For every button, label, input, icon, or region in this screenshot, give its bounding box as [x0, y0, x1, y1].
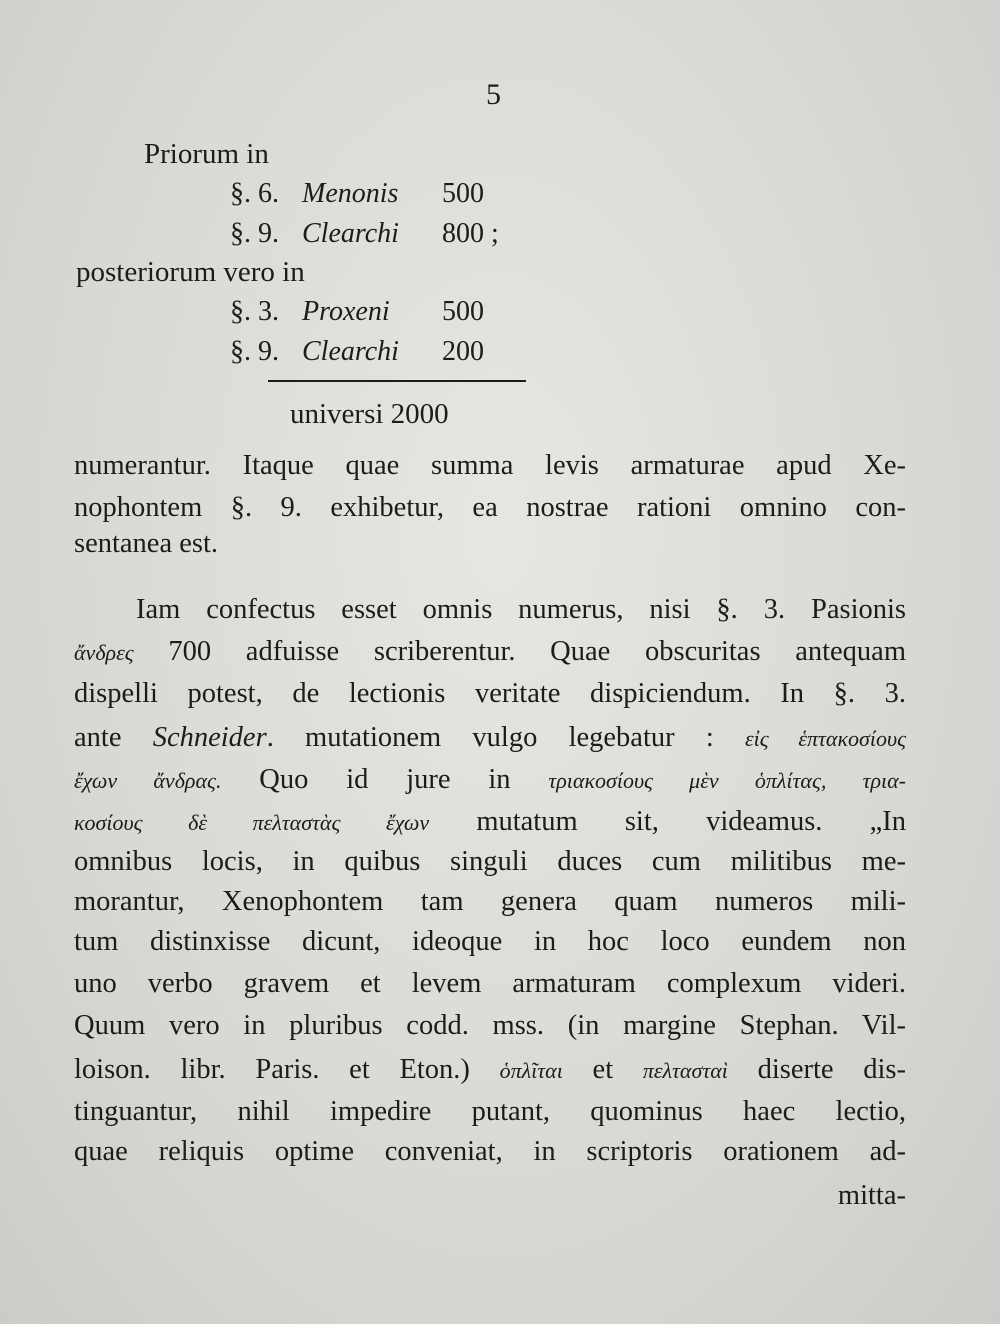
greek-text: ὁπλῖται — [499, 1058, 563, 1083]
text-line: ἄνδρες 700 adfuisse scriberentur. Quae obscuritas antequam — [74, 636, 906, 667]
greek-text: πελτασταὶ — [642, 1058, 728, 1083]
section-ref: §. 6. — [230, 178, 279, 209]
troop-count: 500 — [442, 178, 484, 209]
troop-count: 500 — [442, 296, 484, 327]
text-line: morantur, Xenophontem tam genera quam numeros mili- — [74, 886, 906, 917]
greek-text: ἔχων ἄνδρας. — [74, 768, 222, 793]
sum-rule — [268, 380, 526, 382]
text-line: nophontem §. 9. exhibetur, ea nostrae rationi omnino con- — [74, 492, 906, 523]
greek-text: εἰς ἑπτακοσίους — [745, 726, 906, 751]
greek-text: κοσίους δὲ πελταστὰς ἔχων — [74, 810, 430, 835]
commander-name: Proxeni — [302, 296, 390, 327]
priorum-heading: Priorum in — [144, 138, 269, 170]
greek-text: ἄνδρες — [74, 640, 134, 665]
text-line: ἔχων ἄνδρας. Quo id jure in τριακοσίους μὲν ὁπλίτας, τρια- — [74, 764, 906, 795]
text-line: quae reliquis optime conveniat, in scriptoris orationem ad- — [74, 1136, 906, 1167]
commander-name: Clearchi — [302, 218, 399, 249]
troop-count: 200 — [442, 336, 484, 367]
text-line: Quum vero in pluribus codd. mss. (in margine Stephan. Vil- — [74, 1010, 906, 1041]
greek-text: τριακοσίους μὲν ὁπλίτας, τρια- — [548, 768, 906, 793]
text-line: Iam confectus esset omnis numerus, nisi §. 3. Pasionis — [136, 594, 906, 625]
text-line: ante Schneider. mutationem vulgo legebatur : εἰς ἑπτακοσίους — [74, 722, 906, 753]
text-line: omnibus locis, in quibus singuli duces cum militibus me- — [74, 846, 906, 877]
posteriorum-row — [230, 298, 484, 326]
text-line: mitta- — [837, 1180, 906, 1211]
text-line: uno verbo gravem et levem armaturam complexum videri. — [74, 968, 906, 999]
text-line: tinguantur, nihil impedire putant, quominus haec lectio, — [74, 1096, 906, 1127]
section-ref: §. 9. — [230, 218, 279, 249]
text-line: dispelli potest, de lectionis veritate dispiciendum. In §. 3. — [74, 678, 906, 709]
commander-name: Menonis — [302, 178, 399, 209]
text-line: κοσίους δὲ πελταστὰς ἔχων mutatum sit, videamus. „In — [74, 806, 906, 837]
text-line: tum distinxisse dicunt, ideoque in hoc loco eundem non — [74, 926, 906, 957]
text-line: sentanea est. — [74, 528, 219, 559]
text-line: loison. libr. Paris. et Eton.) ὁπλῖται et πελτασταὶ diserte dis- — [74, 1054, 906, 1085]
posteriorum-row — [230, 338, 484, 366]
posteriorum-heading: posteriorum vero in — [76, 256, 305, 288]
priorum-row — [230, 220, 499, 248]
page-number: 5 — [486, 78, 501, 111]
commander-name: Clearchi — [302, 336, 399, 367]
priorum-row — [230, 180, 484, 208]
author-name: Schneider — [152, 722, 267, 753]
section-ref: §. 3. — [230, 296, 279, 327]
troop-count: 800 ; — [442, 218, 499, 249]
section-ref: §. 9. — [230, 336, 279, 367]
text-line: numerantur. Itaque quae summa levis armaturae apud Xe- — [74, 450, 906, 481]
total-line: universi 2000 — [290, 398, 449, 430]
